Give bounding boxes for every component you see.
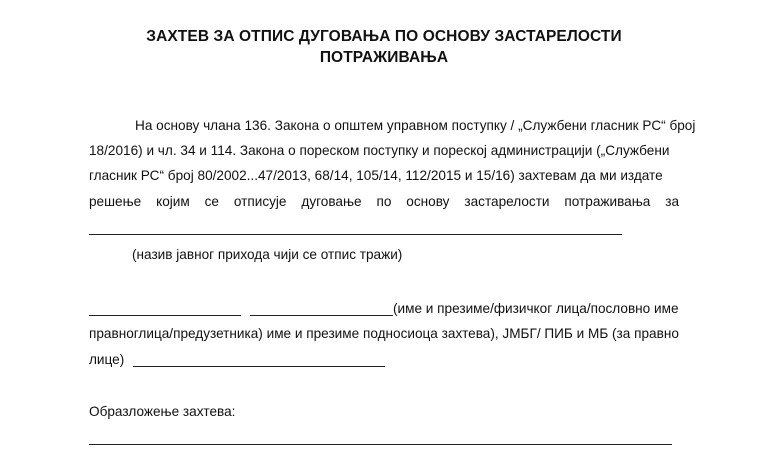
title-line-1: ЗАХТЕВ ЗА ОТПИС ДУГОВАЊА ПО ОСНОВУ ЗАСТАРЕЛОСТИ: [146, 28, 622, 45]
title-line-2: ПОТРАЖИВАЊА: [319, 49, 449, 66]
paragraph-line-2: 18/2016) и чл. 34 и 114. Закона о пореском поступку и пореској администрацији („Службени: [89, 143, 670, 158]
paragraph-line-3: гласник РС“ број 80/2002...47/2013, 68/14, 105/14, 112/2015 и 15/16) захтевам да ми издате: [89, 168, 663, 183]
paragraph-line-1: На основу члана 136. Закона о општем управном поступку / „Службени гласник РС“ број: [135, 118, 696, 133]
applicant-line-2: правноглица/предузетника) име и презиме подносиоца захтева), ЈМБГ/ ПИБ и МБ (за правно: [89, 326, 679, 341]
applicant-blank-1[interactable]: [89, 315, 241, 316]
explanation-label: Образложење захтева:: [89, 404, 236, 419]
applicant-line-1-text: (име и презиме/физичког лица/пословно име: [393, 301, 679, 316]
applicant-blank-2[interactable]: [250, 315, 393, 316]
explanation-blank[interactable]: [89, 444, 672, 445]
applicant-line-3-prefix: лице): [89, 352, 125, 367]
applicant-id-blank[interactable]: [133, 366, 385, 367]
revenue-name-blank[interactable]: [89, 234, 622, 235]
paragraph-line-4: решење којим се отписује дуговање по основу застарелости потраживања за: [89, 194, 679, 209]
revenue-caption: (назив јавног прихода чији се отпис тражи): [132, 247, 403, 262]
